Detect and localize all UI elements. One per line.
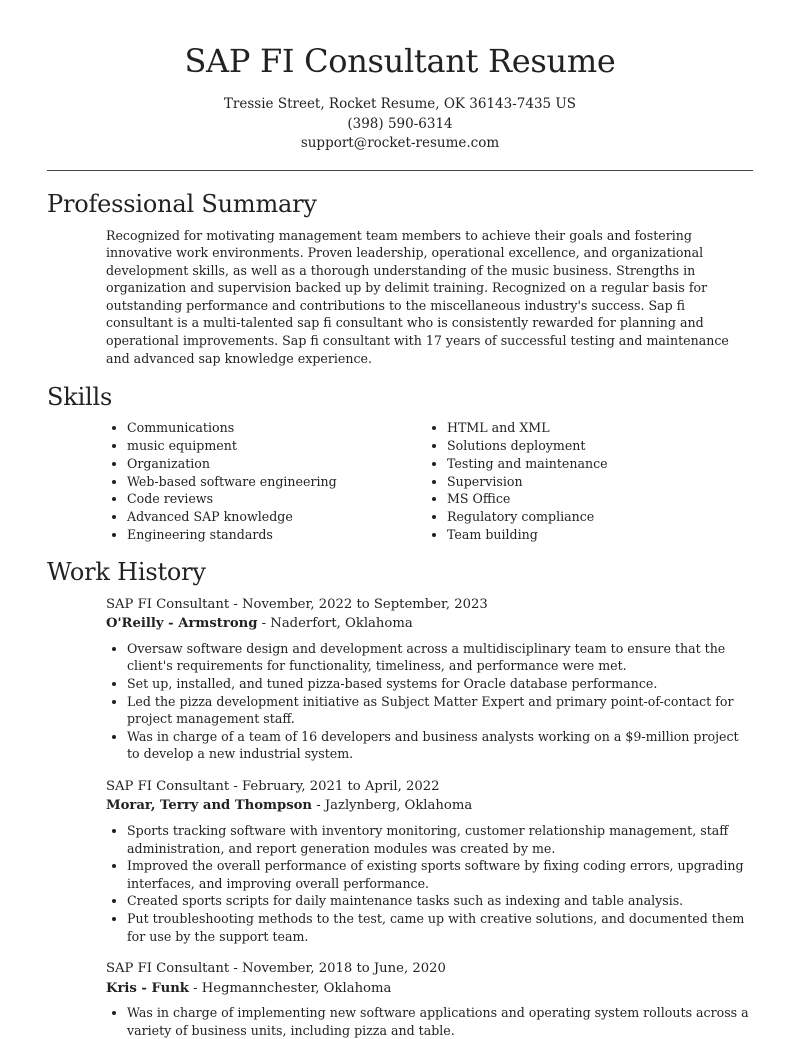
skill-item: • MS Office [447,490,746,508]
job-role: SAP FI Consultant [106,596,230,612]
job-entry [106,595,753,763]
job-bullets [106,1004,753,1039]
section-heading-skills: Skills [47,383,113,412]
skill-item: • HTML and XML [447,419,746,437]
job-bullet: • Put troubleshooting methods to the test, came up with creative solutions, and documented them for use by the support team. [127,910,753,945]
job-bullet: • Improved the overall performance of existing sports software by fixing coding errors, upgrading interfaces, and improving overall performance. [127,857,753,892]
job-bullet: • Created sports scripts for daily maintenance tasks such as indexing and table analysis. [127,892,753,910]
job-company: O'Reilly - Armstrong [106,616,258,632]
section-heading-work-history: Work History [47,557,206,586]
skill-item: • Organization [127,455,426,473]
summary-paragraph: Recognized for motivating management team members to achieve their goals and fostering innovative work environments. Proven leadership, operational excellence, and organizational development skills, as well as a thorough understanding of the music business. Strengths in organization and supervision backed up by delimit training. Recognized on a regular basis for outstanding performance and contributions to the miscellaneous industry's success. Sap fi consultant is a multi-talented sap fi consultant who is consistently rewarded for planning and operational improvements. Sap fi consultant with 17 years of successful testing and maintenance and advanced sap knowledge experience. [106,227,729,366]
job-title-line [106,595,753,615]
phone-line: (398) 590-6314 [347,115,453,132]
skill-item: • Testing and maintenance [447,455,746,473]
job-location: - Naderfort, Oklahoma [257,616,413,632]
job-bullet: • Set up, installed, and tuned pizza-based systems for Oracle database performance. [127,675,753,693]
header-divider [47,170,753,171]
skill-item: • Engineering standards [127,526,426,544]
skills-column-left [106,419,426,544]
job-org-line [106,979,753,999]
resume-header [0,0,800,154]
skill-item: • Code reviews [127,490,426,508]
job-title-line [106,959,753,979]
job-bullet: • Sports tracking software with inventory monitoring, customer relationship management, staff administration, and report generation modules was created by me. [127,822,753,857]
skills-column-right [426,419,746,544]
skills-list [106,419,754,544]
job-role: SAP FI Consultant [106,778,230,794]
job-entry [106,777,753,945]
job-role: SAP FI Consultant [106,961,230,977]
skill-item: • Web-based software engineering [127,473,426,491]
job-bullet: • Oversaw software design and development across a multidisciplinary team to ensure that the client's requirements for functionality, timeliness, and performance were met. [127,640,753,675]
contact-block [0,95,800,154]
job-dates: - November, 2022 to September, 2023 [229,596,488,612]
job-bullets [106,822,753,945]
skill-item: • Supervision [447,473,746,491]
job-bullet: • Led the pizza development initiative as Subject Matter Expert and primary point-of-contact for project management staff. [127,693,753,728]
job-title-line [106,777,753,797]
job-location: - Hegmannchester, Oklahoma [188,980,392,996]
job-dates: - November, 2018 to June, 2020 [229,961,446,977]
job-bullets [106,640,753,763]
skill-item: • music equipment [127,437,426,455]
address-line: Tressie Street, Rocket Resume, OK 36143-7435 US [223,96,577,112]
skill-item: • Solutions deployment [447,437,746,455]
job-bullet: • Was in charge of implementing new software applications and operating system rollouts across a variety of business units, including pizza and table. [127,1004,753,1039]
job-company: Morar, Terry and Thompson [106,798,313,814]
job-location: - Jazlynberg, Oklahoma [312,798,473,814]
job-org-line [106,796,753,816]
skill-item: • Team building [447,526,746,544]
job-entry [106,959,753,1039]
email-line[interactable]: support@rocket-resume.com [300,135,500,151]
job-org-line [106,614,753,634]
job-company: Kris - Funk [106,980,189,996]
skill-item: • Regulatory compliance [447,508,746,526]
skill-item: • Advanced SAP knowledge [127,508,426,526]
skill-item: • Communications [127,419,426,437]
resume-title: SAP FI Consultant Resume [184,42,616,80]
job-bullet: • Was in charge of a team of 16 developers and business analysts working on a $9-million project to develop a new industrial system. [127,728,753,763]
section-heading-summary: Professional Summary [47,189,317,218]
job-dates: - February, 2021 to April, 2022 [229,778,440,794]
